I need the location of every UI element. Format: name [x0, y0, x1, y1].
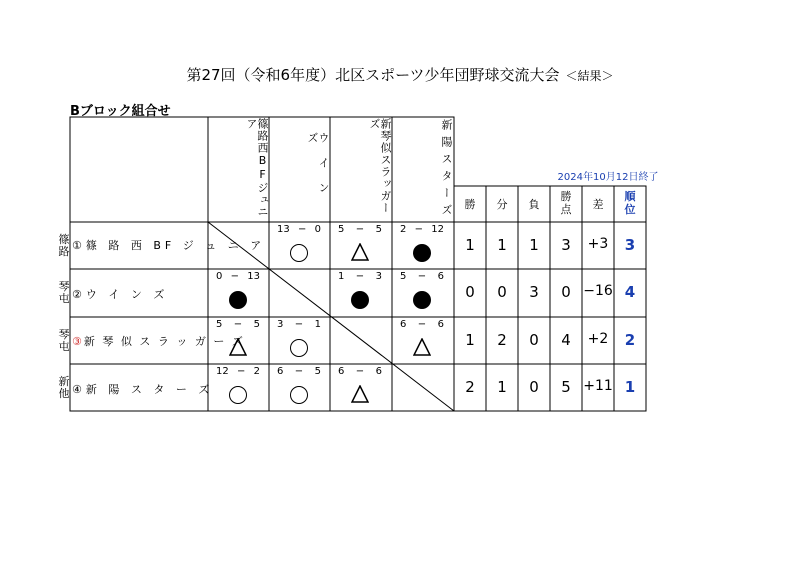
- match-score: 3 − 1: [277, 319, 321, 330]
- team-name: 篠 路 西 BF ジ ュ ニ ア: [85, 239, 266, 252]
- stat-value: 2: [497, 331, 507, 349]
- win-circle-icon: [290, 339, 308, 357]
- side-label-2: 琴屯: [58, 280, 70, 305]
- stat-value: 1: [497, 378, 507, 396]
- stat-value: 3: [529, 283, 539, 301]
- stat-value: 0: [497, 283, 507, 301]
- team-number: ①: [72, 239, 86, 252]
- rank-value: 4: [624, 283, 636, 301]
- match-score: 6 − 5: [277, 366, 321, 377]
- side-label-1: 篠路: [58, 233, 70, 258]
- completion-note: 2024年10月12日終了: [557, 172, 659, 183]
- win-circle-icon: [229, 386, 247, 404]
- stat-value: +3: [587, 236, 609, 252]
- row-label-1: [72, 237, 266, 253]
- match-score: 2 − 12: [400, 224, 444, 235]
- stat-value: +2: [587, 331, 609, 347]
- stat-header-diff: 差: [592, 198, 604, 211]
- col-header-team-3: 新琴似スラッガーズ: [368, 118, 392, 214]
- stat-value: −16: [583, 283, 613, 299]
- loss-dot-icon: [229, 291, 247, 309]
- block-title: Bブロック組合せ: [70, 104, 171, 119]
- title-suffix: ＜結果＞: [565, 69, 614, 83]
- side-label-3: 琴屯: [58, 328, 70, 353]
- draw-triangle-icon: [351, 385, 369, 403]
- stat-header-draws: 分: [496, 198, 508, 211]
- stat-value: 5: [561, 378, 571, 396]
- win-circle-icon: [290, 244, 308, 262]
- match-score: 6 − 6: [338, 366, 382, 377]
- team-number: ③: [72, 335, 84, 348]
- col-header-team-1: 篠路西BFジュニア: [245, 118, 269, 218]
- win-circle-icon: [290, 386, 308, 404]
- match-score: 0 − 13: [216, 271, 260, 282]
- stat-value: +11: [583, 378, 613, 394]
- row-label-3: [72, 333, 245, 349]
- row-label-4: [72, 381, 214, 397]
- loss-dot-icon: [413, 244, 431, 262]
- match-score: 13 − 0: [277, 224, 321, 235]
- stat-value: 1: [465, 331, 475, 349]
- draw-triangle-icon: [229, 338, 247, 356]
- team-name: ウ イ ン ズ: [85, 288, 169, 301]
- stat-header-rank: 順位: [624, 190, 636, 216]
- stat-value: 2: [465, 378, 475, 396]
- match-score: 5 − 6: [400, 271, 444, 282]
- stat-value: 0: [529, 331, 539, 349]
- stat-header-losses: 負: [528, 198, 540, 211]
- stat-value: 1: [465, 236, 475, 254]
- stat-value: 1: [497, 236, 507, 254]
- match-score: 12 − 2: [216, 366, 260, 377]
- draw-triangle-icon: [351, 243, 369, 261]
- stat-value: 1: [529, 236, 539, 254]
- match-score: 6 − 6: [400, 319, 444, 330]
- match-score: 5 − 5: [338, 224, 382, 235]
- stat-value: 0: [561, 283, 571, 301]
- rank-value: 3: [624, 236, 636, 254]
- col-header-team-2: ウインズ: [306, 132, 330, 207]
- stat-header-points: 勝点: [560, 190, 572, 216]
- stat-header-wins: 勝: [464, 198, 476, 211]
- match-score: 5 − 5: [216, 319, 260, 330]
- row-label-2: [72, 286, 206, 302]
- draw-triangle-icon: [413, 338, 431, 356]
- title-text: 第27回（令和6年度）北区スポーツ少年団野球交流大会: [186, 66, 560, 84]
- stat-value: 0: [529, 378, 539, 396]
- rank-value: 2: [624, 331, 636, 349]
- match-score: 1 − 3: [338, 271, 382, 282]
- team-number: ②: [72, 288, 86, 301]
- stat-value: 3: [561, 236, 571, 254]
- loss-dot-icon: [351, 291, 369, 309]
- team-name: 新 陽 ス タ ー ズ: [85, 383, 214, 396]
- col-header-team-4: 新陽スターズ: [440, 119, 453, 221]
- loss-dot-icon: [413, 291, 431, 309]
- stat-value: 0: [465, 283, 475, 301]
- team-number: ④: [72, 383, 86, 396]
- team-name: 新 琴 似 ス ラ ッ ガ ー ズ: [83, 335, 245, 348]
- stat-value: 4: [561, 331, 571, 349]
- side-label-4: 新他: [58, 375, 70, 400]
- rank-value: 1: [624, 378, 636, 396]
